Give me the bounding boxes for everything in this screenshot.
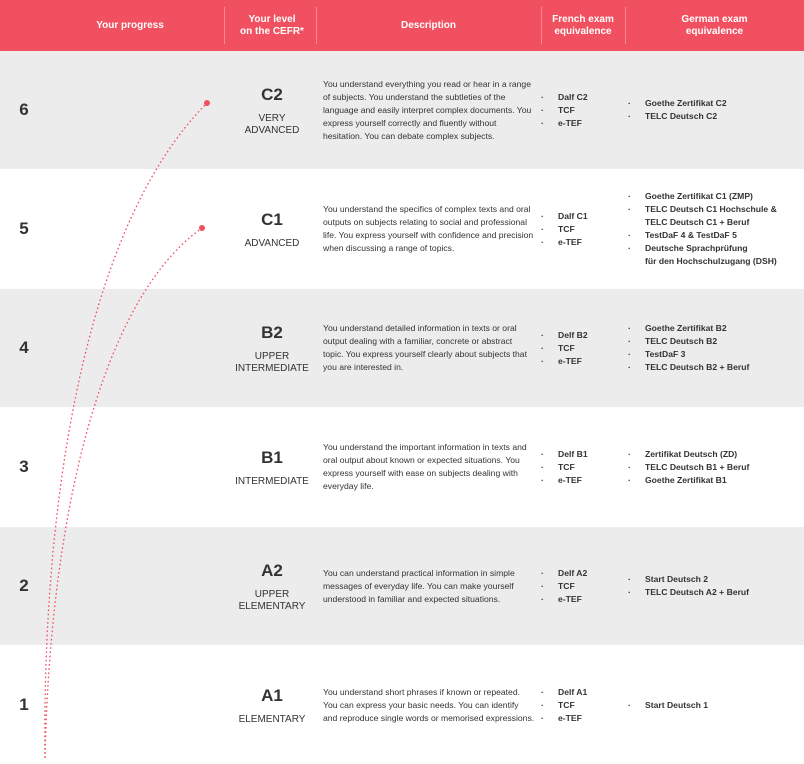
level-description-text: You understand everything you read or hear in a range of subjects. You understand the subtleties of the language and easily interpret complex documents. You express yourself correctly and fluently without hesitation. You can debate complex subjects.: [323, 78, 532, 141]
header-french-line1: French exam: [552, 13, 614, 25]
french-exam-item: · TCF: [540, 223, 588, 236]
french-exam-item: · e-TEF: [540, 593, 587, 606]
level-description-text: You understand detailed information in texts or oral output dealing with a familiar, concrete or abstract topic. You express yourself clearly about subjects that you are interested in.: [323, 323, 527, 372]
german-exam-item: · Goethe Zertifikat C1 (ZMP): [627, 190, 777, 203]
french-exam-item: · e-TEF: [540, 355, 588, 368]
german-exam-item: · TELC Deutsch C2: [627, 110, 727, 123]
level-name: ELEMENTARY: [238, 600, 306, 612]
progress-line-c2: [45, 103, 207, 758]
level-name: VERY: [258, 112, 286, 124]
level-description-text: You understand the specifics of complex texts and oral outputs on subjects relating to social and professional life. You express yourself with confidence and precision when discussing a range of topics.: [323, 204, 534, 253]
german-exam-item: · TELC Deutsch C1 Hochschule &: [627, 203, 777, 216]
progress-number: 2: [19, 576, 29, 595]
french-exam-item: · TCF: [540, 461, 588, 474]
progress-number: 1: [19, 695, 29, 714]
french-exam-item: · Delf A1: [540, 686, 587, 699]
french-exam-item: · e-TEF: [540, 117, 588, 130]
french-exam-item: · TCF: [540, 580, 587, 593]
german-exam-item: · TestDaF 4 & TestDaF 5: [627, 229, 777, 242]
german-exam-item: · TELC Deutsch A2 + Beruf: [627, 586, 749, 599]
french-exam-item: · Delf A2: [540, 567, 587, 580]
german-exam-item: · Start Deutsch 2: [627, 573, 749, 586]
header-french-line2: equivalence: [554, 25, 612, 37]
german-exam-item: · Goethe Zertifikat C2: [627, 97, 727, 110]
german-exam-item: · TestDaF 3: [627, 348, 749, 361]
progress-line-c1: [45, 228, 202, 758]
german-exam-item: · Deutsche Sprachprüfung: [627, 242, 777, 255]
header-level-line1: Your level: [248, 13, 296, 25]
level-code: A2: [261, 560, 283, 580]
french-exam-item: · e-TEF: [540, 474, 588, 487]
french-exam-item: · Dalf C2: [540, 91, 588, 104]
french-exam-item: · e-TEF: [540, 236, 588, 249]
progress-number: 6: [19, 100, 29, 119]
german-exam-item: TELC Deutsch C1 + Beruf: [645, 217, 750, 227]
progress-number: 5: [19, 219, 29, 238]
french-exam-item: · Dalf C1: [540, 210, 588, 223]
french-exam-item: · TCF: [540, 342, 588, 355]
french-exam-item: · e-TEF: [540, 712, 587, 725]
level-description-text: You understand short phrases if known or repeated. You can express your basic needs. You can identify and reproduce single words or memorised expressions.: [323, 686, 535, 723]
german-exam-item: · TELC Deutsch B2: [627, 335, 749, 348]
header-german-line2: equivalence: [685, 25, 744, 37]
level-name: UPPER: [254, 588, 290, 600]
level-description-text: You understand the important information in texts and oral output about known or expected situations. You express yourself with ease on subjects dealing with everyday life.: [323, 442, 527, 491]
progress-dot-c2: [204, 100, 210, 106]
header-description-label: Description: [400, 19, 456, 31]
header-progress-label: Your progress: [96, 19, 164, 31]
level-name: ELEMENTARY: [238, 713, 306, 725]
french-exam-item: · Delf B1: [540, 448, 588, 461]
progress-number: 4: [19, 338, 29, 357]
level-code: C1: [261, 209, 283, 229]
level-name: ADVANCED: [244, 237, 300, 249]
progress-dot-c1: [199, 225, 205, 231]
level-name: INTERMEDIATE: [235, 475, 309, 487]
german-exam-item: · Start Deutsch 1: [627, 699, 708, 712]
french-exam-item: · TCF: [540, 104, 588, 117]
german-exam-item: · Goethe Zertifikat B1: [627, 474, 749, 487]
progress-number: 3: [19, 457, 29, 476]
header-level-line2: on the CEFR*: [240, 25, 304, 37]
level-code: B2: [261, 322, 283, 342]
german-exam-item: · TELC Deutsch B1 + Beruf: [627, 461, 749, 474]
german-exam-item: für den Hochschulzugang (DSH): [645, 256, 777, 266]
german-exam-item: · Goethe Zertifikat B2: [627, 322, 749, 335]
german-exam-item: · Zertifikat Deutsch (ZD): [627, 448, 749, 461]
level-description-text: You can understand practical information in simple messages of everyday life. You can make yourself understood in familiar and expected situations.: [323, 567, 515, 604]
german-exam-item: · TELC Deutsch B2 + Beruf: [627, 361, 749, 374]
level-code: C2: [261, 84, 283, 104]
french-exam-item: · TCF: [540, 699, 587, 712]
header-german-line1: German exam: [681, 13, 748, 25]
level-code: A1: [261, 685, 283, 705]
level-name: UPPER: [254, 350, 290, 362]
level-name: ADVANCED: [244, 124, 300, 136]
french-exam-item: · Delf B2: [540, 329, 588, 342]
level-code: B1: [261, 447, 283, 467]
level-name: INTERMEDIATE: [235, 362, 309, 374]
